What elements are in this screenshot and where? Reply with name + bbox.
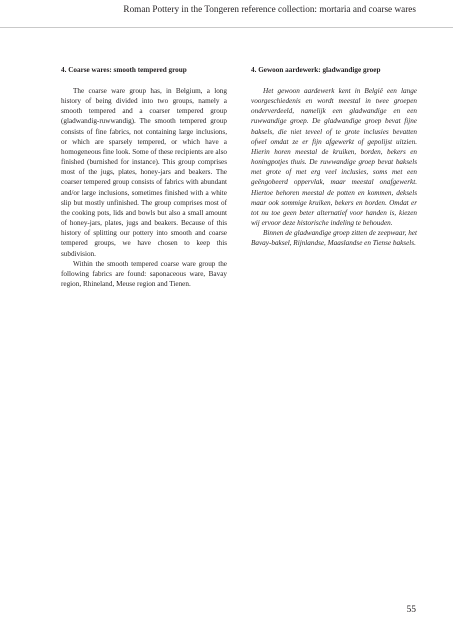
paragraph-en-1: The coarse ware group has, in Belgium, a long history of being divided into two groups, namely a smooth tempered and a coarser tempered group (gladwandig-ruwwandig). The smooth tempered group consists of fine fabrics, not containing large inclusions, or which are sparsely tempered, or which have a homogeneous fine look. Some of these recipients are also finished (burnished for instance). This group comprises most of the jugs, plates, honey-jars and beakers. The coarser tempered group consists of fabrics with abundant and/or large inclusions, sometimes finished with a white slip but mostly unfinished. The group comprises most of the cooking pots, lids and bowls but also a small amount of honey-jars, plates, jugs and beakers. Because of this history of splitting our pottery into smooth and coarse tempered groups, we have chosen to keep this subdivision. bbox=[61, 87, 227, 258]
paragraph-en-2: Within the smooth tempered coarse ware group the following fabrics are found: saponaceous ware, Bavay region, Rhineland, Meuse region and Tienen. bbox=[61, 259, 227, 288]
section-heading-nl: 4. Gewoon aardewerk: gladwandige groep bbox=[251, 66, 381, 74]
english-column bbox=[61, 65, 227, 289]
section-heading-en: 4. Coarse wares: smooth tempered group bbox=[61, 66, 187, 74]
paragraph-nl-2: Binnen de gladwandige groep zitten de zeepwaar, het Bavay-baksel, Rijnlandse, Maaslandse en Tiense baksels. bbox=[251, 229, 417, 248]
header-rule bbox=[0, 27, 453, 28]
page-number: 55 bbox=[406, 605, 416, 615]
paragraph-nl-1: Het gewoon aardewerk kent in België een lange voorgeschiedenis en wordt meestal in twee groepen onderverdeeld, namelijk een gladwandige en een ruwwandige groep. De gladwandige groep bevat fijne baksels, die niet teveel of te grote inclusies bevatten ofwel omdat ze er fijn afgewerkt of gepolijst uitzien. Hierin horen meestal de kruiken, borden, bekers en honingpotjes thuis. De ruwwandige groep bevat baksels met grote of met erg veel inclusies, soms met een geëngobeerd oppervlak, maar meestal onafgewerkt. Hiertoe behoren meestal de potten en kommen, deksels maar ook sommige kruiken, bekers en borden. Omdat er tot nu toe geen beter alternatief voor handen is, kiezen wij ervoor deze historische indeling te behouden. bbox=[251, 87, 417, 228]
running-head: Roman Pottery in the Tongeren reference collection: mortaria and coarse wares bbox=[123, 4, 416, 14]
dutch-column bbox=[251, 65, 417, 249]
